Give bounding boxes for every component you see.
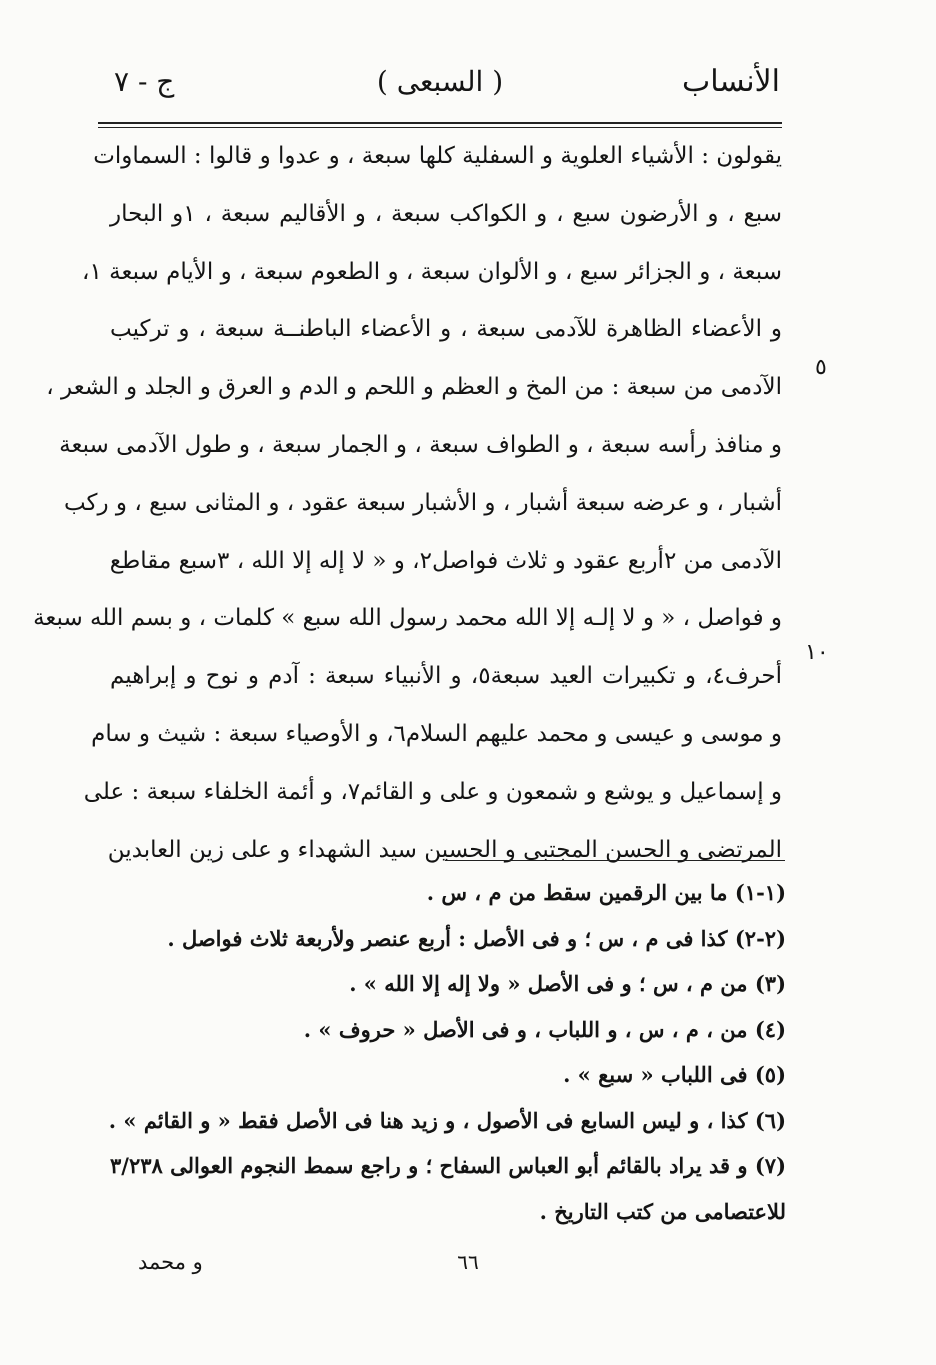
text-line: الآدمى من ٢أربع عقود و ثلاث فواصل٢، و « لا إله إلا الله ، ٣سبع مقاطع (109, 547, 782, 574)
text-line: سبعة ، و الجزائر سبع ، و الألوان سبعة ، و الطعوم سبعة ، و الأيام سبعة ١، (82, 258, 782, 285)
footnote-separator (445, 860, 785, 861)
footnotes (110, 870, 786, 1234)
volume-label: ج - ٧ (114, 65, 175, 98)
footnote: (١-١) ما بين الرقمين سقط من م ، س . (426, 880, 786, 905)
footnote: (٦) كذا ، و ليس السابع فى الأصول ، و زيد هنا فى الأصل فقط « و القائم » . (108, 1107, 786, 1133)
header-rule (98, 122, 782, 124)
footnote: (٧) و قد يراد بالقائم أبو العباس السفاح ؛ و راجع سمط النجوم العوالى ٣/٢٣٨ (110, 1153, 786, 1178)
text-line: أشبار ، و عرضه سبعة أشبار ، و الأشبار سبعة عقود ، و المثانى سبع ، و ركب (63, 489, 782, 516)
catchword: و محمد (138, 1250, 203, 1274)
page-number: ٦٦ (457, 1250, 479, 1274)
text-line: و فواصل ، « و لا إلـه إلا الله محمد رسول الله سبع » كلمات ، و بسم الله سبعة (33, 605, 782, 632)
text-line: الآدمى من سبعة : من المخ و العظم و اللحم و الدم و العرق و الجلد و الشعر ، (46, 374, 782, 401)
footnote: (٥) فى اللباب « سبع » . (563, 1062, 786, 1087)
footnote: (٤) من ، م ، س ، و اللباب ، و فى الأصل « حروف » . (303, 1016, 786, 1042)
text-line: و الأعضاء الظاهرة للآدمى سبعة ، و الأعضاء الباطنــة سبعة ، و تركيب (110, 316, 782, 343)
book-title: الأنساب (682, 64, 780, 99)
footnote: (٢-٢) كذا فى م ، س ؛ و فى الأصل : أربع عنصر ولأربعة ثلاث فواصل . (167, 925, 786, 951)
page-footer (0, 1242, 936, 1282)
text-line: و موسى و عيسى و محمد عليهم السلام٦، و الأوصياء سبعة : شيث و سام (91, 720, 782, 747)
text-line: يقولون : الأشياء العلوية و السفلية كلها سبعة ، و عدوا و قالوا : السماوات (93, 143, 782, 169)
line-number-5: ٥ (815, 355, 827, 380)
text-line: أحرف٤، و تكبيرات العيد سبعة٥، و الأنبياء سبعة : آدم و نوح و إبراهيم (110, 663, 783, 690)
text-line: و منافذ رأسه سبعة ، و الطواف سبعة ، و الجمار سبعة ، و طول الآدمى سبعة (59, 431, 782, 458)
running-header (100, 62, 780, 110)
main-text (33, 128, 783, 879)
section-title: ( السبعى ) (376, 65, 504, 98)
footnote-continuation: للاعتصامى من كتب التاريخ . (539, 1198, 786, 1224)
line-number-10: ١٠ (805, 640, 829, 665)
text-line: المرتضى و الحسن المجتبى و الحسين سيد الشهداء و على زين العابدين (107, 836, 782, 863)
text-line: و إسماعيل و يوشع و شمعون و على و القائم٧، و أئمة الخلفاء سبعة : على (83, 778, 782, 805)
footnote: (٣) من م ، س ؛ و فى الأصل « ولا إله إلا الله » . (349, 971, 786, 996)
text-line: سبع ، و الأرضون سبع ، و الكواكب سبعة ، و الأقاليم سبعة ، ١و البحار (110, 200, 783, 227)
